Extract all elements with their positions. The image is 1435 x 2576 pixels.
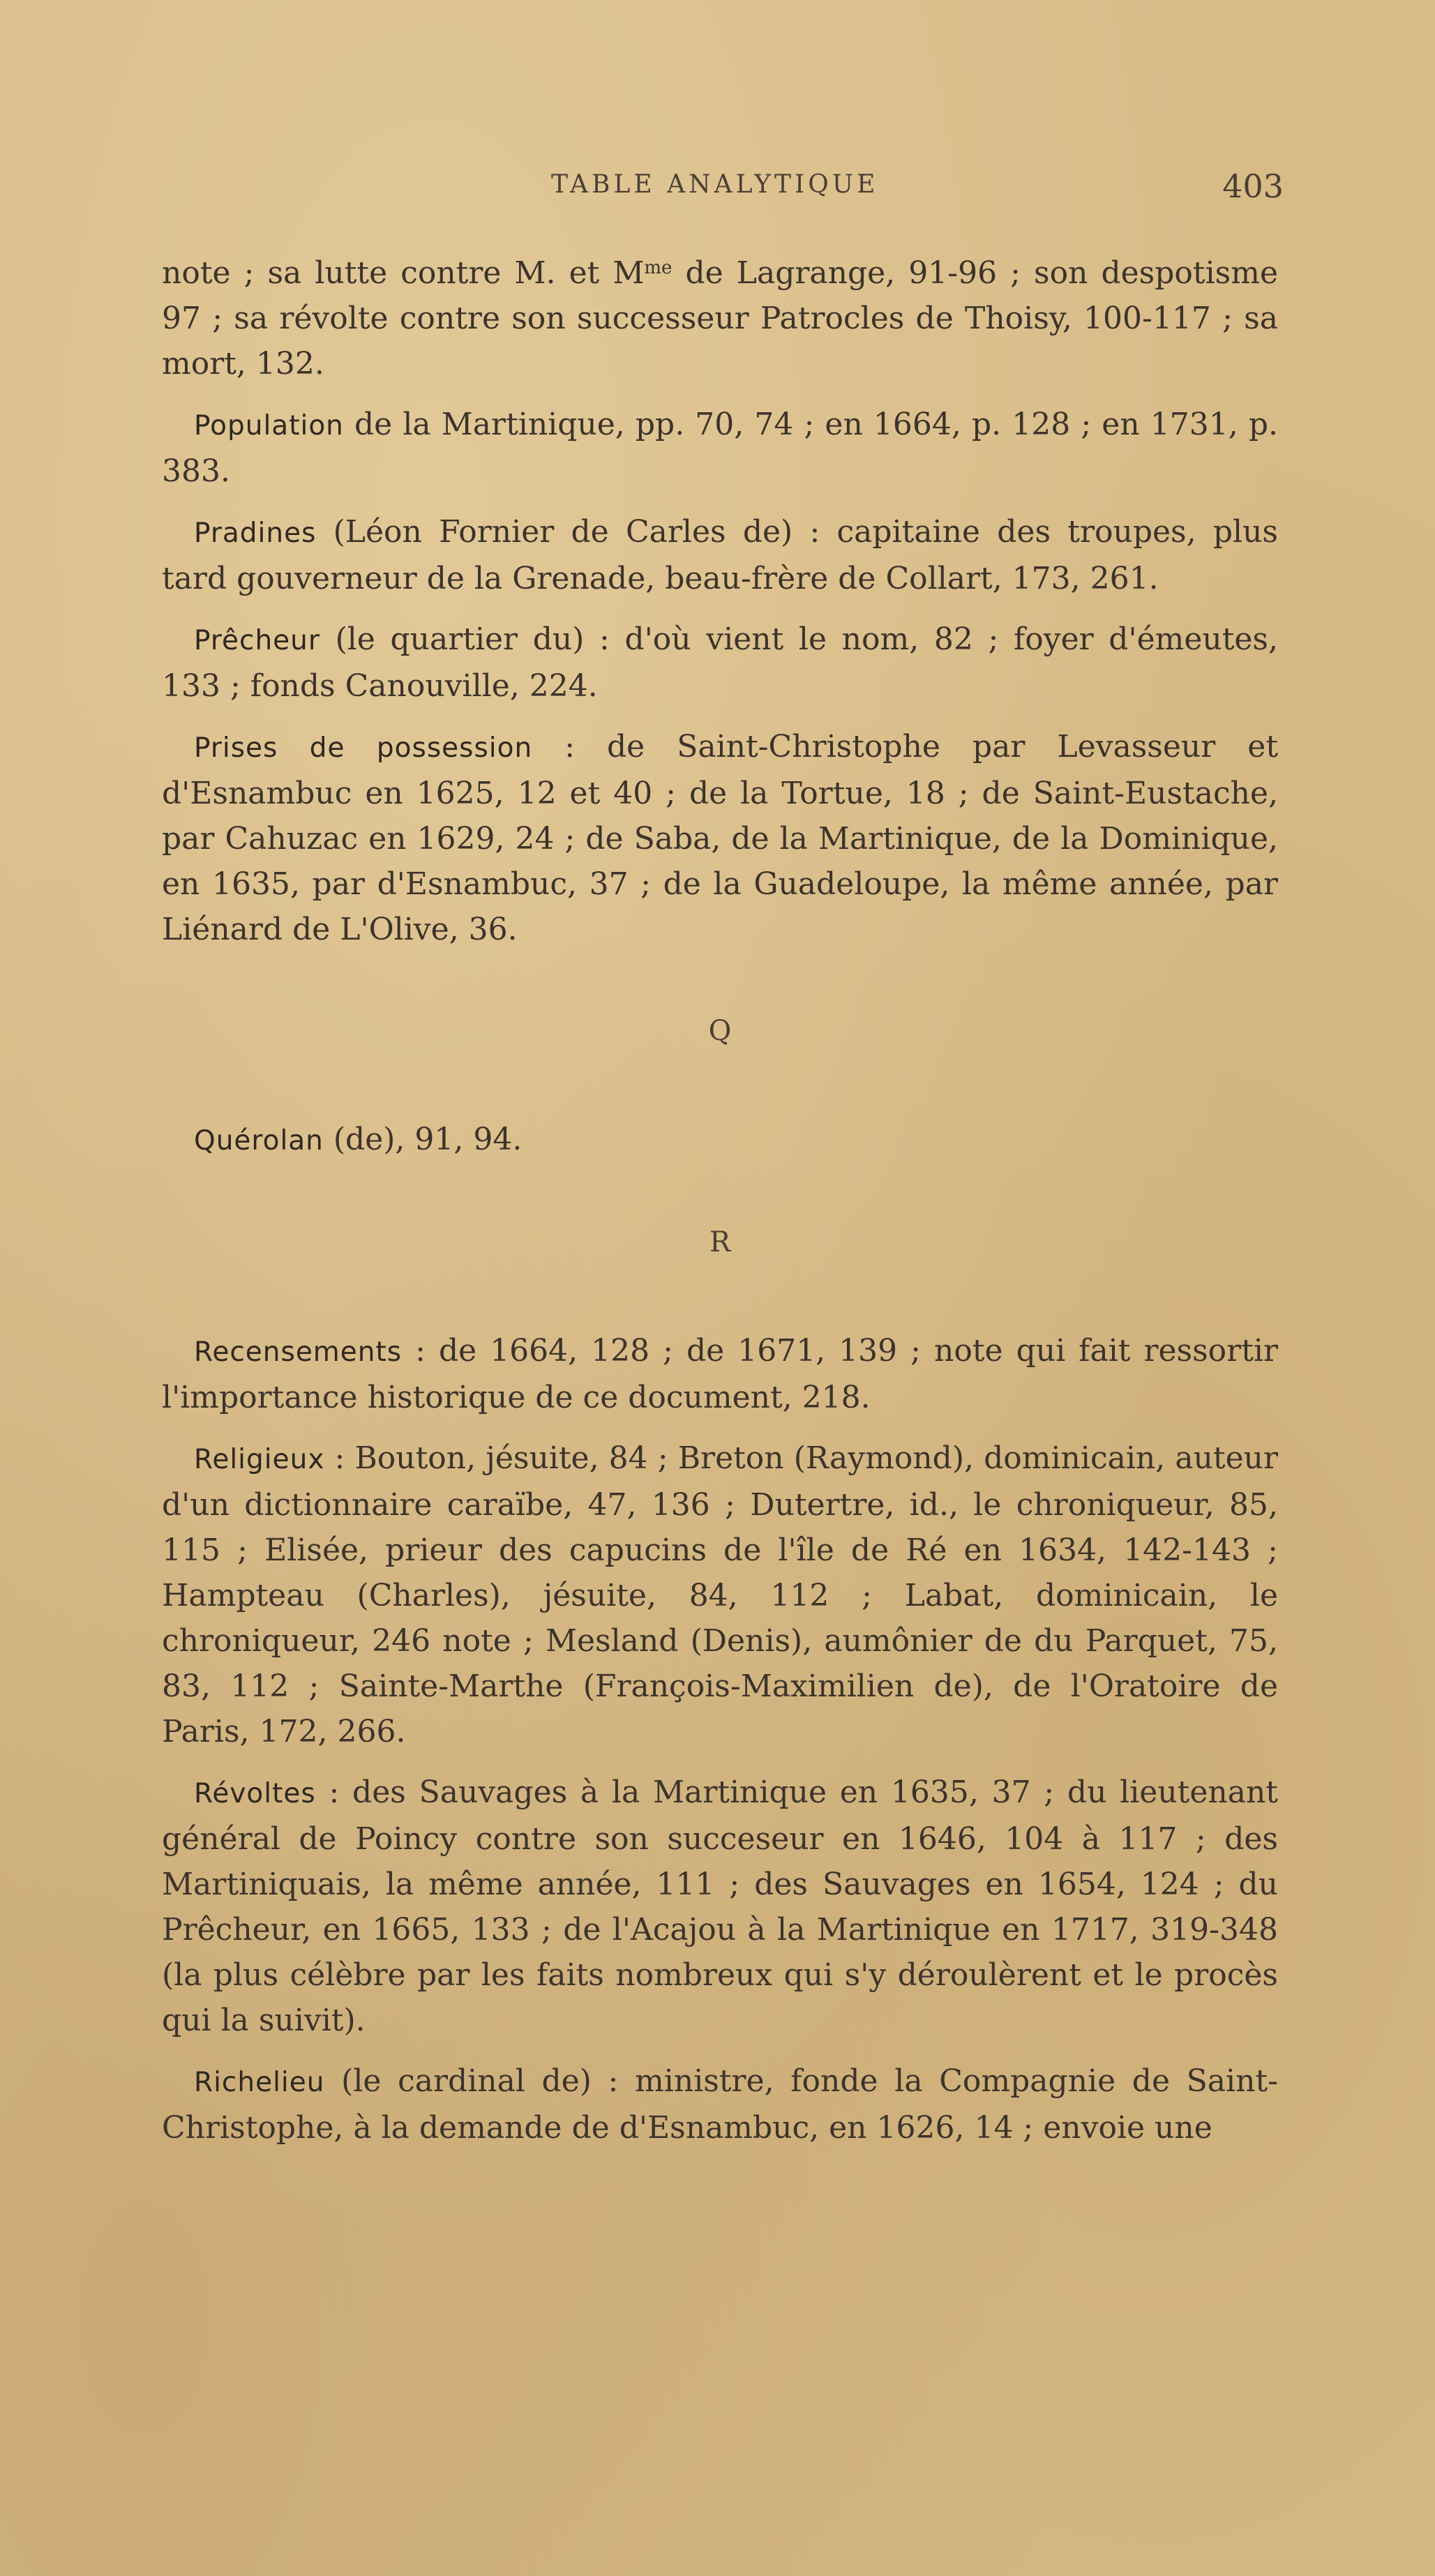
index-entry <box>162 617 1278 709</box>
entry-text: (le quartier du) : d'où vient le nom, 82 ; foyer d'émeutes, 133 ; fonds Canouville, 224. <box>162 622 1278 704</box>
page-number: 403 <box>1222 167 1284 205</box>
index-text <box>162 246 1278 2166</box>
section-letter-r: R <box>709 1226 731 1258</box>
entry-text: : de Saint-Christophe par Levasseur et d'Esnambuc en 1625, 12 et 40 ; de la Tortue, 18 ; de Saint-Eustache, par Cahuzac en 1629, 24 ; de Saba, de la Martinique, de la Dominique, en 1635, par d'Esnambuc, 37 ; de la Guadeloupe, la même année, par Liénard de L'Olive, 36. <box>162 729 1278 947</box>
entry-term: Richelieu <box>194 2067 325 2098</box>
entry-term: Prises de possession <box>194 732 533 764</box>
index-entry <box>162 402 1278 494</box>
entry-text: de Lagrange, 91-96 ; son despotisme 97 ; sa révolte contre son successeur Patrocles de Thoisy, 100-117 ; sa mort, 132. <box>162 255 1278 382</box>
entry-text: note ; sa lutte contre M. et M <box>162 255 645 291</box>
entry-term: Pradines <box>194 518 317 549</box>
entry-term: Recensements <box>194 1336 403 1368</box>
entry-term: Quérolan <box>194 1125 324 1157</box>
entry-text: (de), 91, 94. <box>323 1122 523 1157</box>
entry-text: : de 1664, 128 ; de 1671, 139 ; note qui fait ressortir l'importance historique de ce document, 218. <box>162 1333 1278 1415</box>
index-entry <box>162 509 1278 601</box>
index-entry <box>162 246 1278 386</box>
section-letter-q: Q <box>708 1015 732 1047</box>
index-entry <box>162 1436 1278 1754</box>
index-entry <box>162 2058 1278 2151</box>
entry-text: : des Sauvages à la Martinique en 1635, 37 ; du lieutenant général de Poincy contre son succeseur en 1646, 104 à 117 ; des Martiniquais, la même année, 111 ; des Sauvages en 1654, 124 ; du Prêcheur, en 1665, 133 ; de l'Acajou à la Martinique en 1717, 319-348 (la plus célèbre par les faits nombreux qui s'y déroulèrent et le procès qui la suivit). <box>162 1775 1278 2038</box>
page-header <box>551 167 1284 212</box>
entry-term: Religieux <box>194 1444 325 1475</box>
index-entry <box>162 724 1278 952</box>
index-entry <box>162 1328 1278 1420</box>
index-entry <box>162 1117 1278 1163</box>
entry-term: Population <box>194 410 344 442</box>
entry-superscript: me <box>644 257 673 278</box>
running-title: TABLE ANALYTIQUE <box>551 170 879 199</box>
entry-text: (le cardinal de) : ministre, fonde la Compagnie de Saint-Christophe, à la demande de d'Esnambuc, en 1626, 14 ; envoie une <box>162 2063 1278 2146</box>
entry-term: Révoltes <box>194 1778 316 1809</box>
entry-text: (Léon Fornier de Carles de) : capitaine des troupes, plus tard gouverneur de la Grenade, beau-frère de Collart, 173, 261. <box>162 514 1278 596</box>
entry-text: de la Martinique, pp. 70, 74 ; en 1664, p. 128 ; en 1731, p. 383. <box>162 407 1278 489</box>
entry-term: Prêcheur <box>194 625 320 656</box>
entry-text: : Bouton, jésuite, 84 ; Breton (Raymond), dominicain, auteur d'un dictionnaire caraïbe, 47, 136 ; Dutertre, id., le chroniqueur, 85, 115 ; Elisée, prieur des capucins de l'île de Ré en 1634, 142-143 ; Hampteau (Charles), jésuite, 84, 112 ; Labat, dominicain, le chroniqueur, 246 note ; Mesland (Denis), aumônier de du Parquet, 75, 83, 112 ; Sainte-Marthe (François-Maximilien de), de l'Oratoire de Paris, 172, 266. <box>162 1440 1278 1749</box>
index-entry <box>162 1770 1278 2043</box>
